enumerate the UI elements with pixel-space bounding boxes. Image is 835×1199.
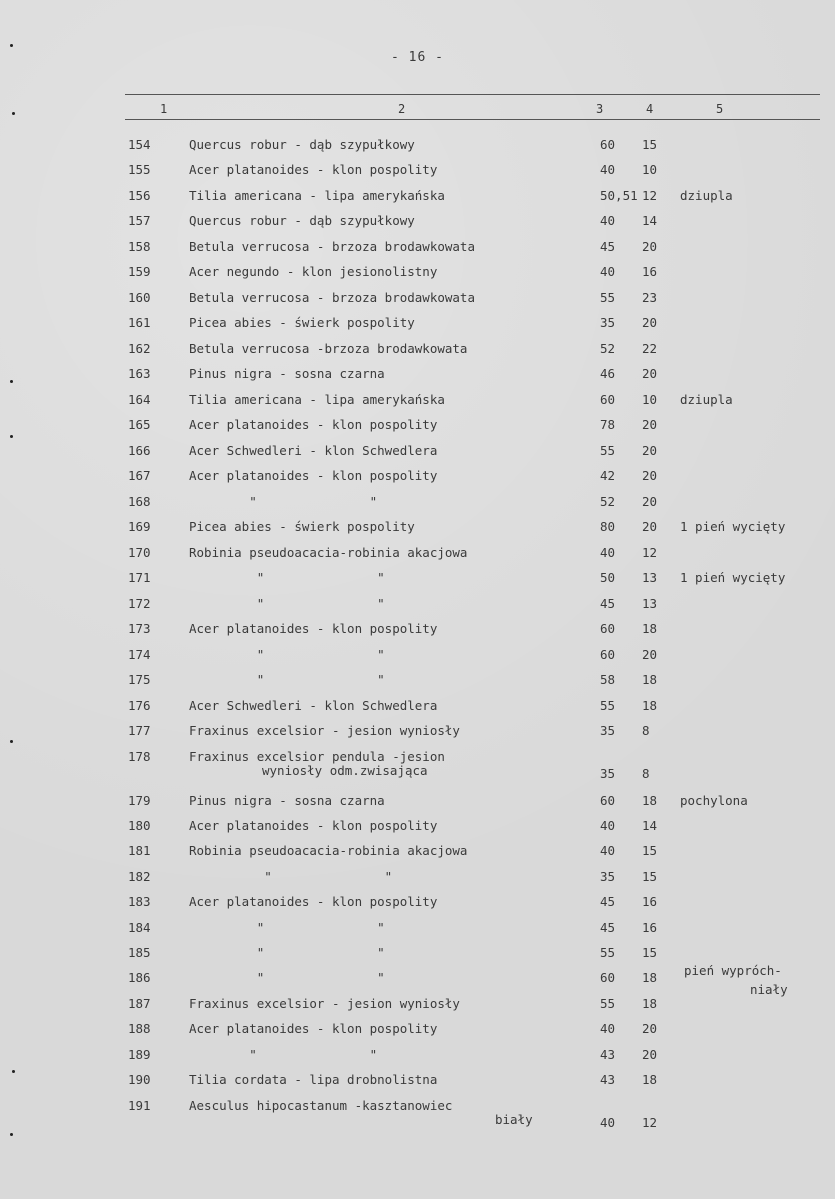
column-3-value: 58 <box>600 672 616 687</box>
column-3-value: 40 <box>600 162 616 177</box>
margin-mark <box>10 44 13 47</box>
column-4-value: 18 <box>642 1072 658 1087</box>
column-3-value: 55 <box>600 443 616 458</box>
row-number: 183 <box>128 894 151 909</box>
column-3-value: 78 <box>600 417 616 432</box>
column-4-value: 18 <box>642 970 658 985</box>
species-name: " " <box>189 869 393 884</box>
column-3-value: 40 <box>600 843 616 858</box>
species-name: Tilia americana - lipa amerykańska <box>189 392 445 407</box>
column-3-value: 40 <box>600 1115 616 1130</box>
species-name: Quercus robur - dąb szypułkowy <box>189 213 415 228</box>
column-3-value: 43 <box>600 1047 616 1062</box>
column-3-value: 35 <box>600 869 616 884</box>
species-name: Acer negundo - klon jesionolistny <box>189 264 438 279</box>
species-name: Betula verrucosa - brzoza brodawkowata <box>189 239 475 254</box>
row-number: 179 <box>128 793 151 808</box>
column-4-value: 16 <box>642 264 658 279</box>
table-header-rule <box>125 119 820 120</box>
column-4-value: 18 <box>642 621 658 636</box>
row-number: 172 <box>128 596 151 611</box>
row-number: 165 <box>128 417 151 432</box>
species-name: Picea abies - świerk pospolity <box>189 519 415 534</box>
column-3-value: 46 <box>600 366 616 381</box>
species-name: Betula verrucosa -brzoza brodawkowata <box>189 341 468 356</box>
column-4-value: 18 <box>642 698 658 713</box>
row-number: 156 <box>128 188 151 203</box>
species-name: Betula verrucosa - brzoza brodawkowata <box>189 290 475 305</box>
margin-mark <box>10 740 13 743</box>
species-name: " " <box>189 1047 378 1062</box>
column-3-value: 50 <box>600 570 616 585</box>
column-4-value: 23 <box>642 290 658 305</box>
column-4-value: 20 <box>642 443 658 458</box>
column-header-5: 5 <box>716 102 724 116</box>
column-header-3: 3 <box>596 102 604 116</box>
column-4-value: 12 <box>642 188 658 203</box>
species-name: Acer platanoides - klon pospolity <box>189 162 438 177</box>
species-name: Fraxinus excelsior - jesion wyniosły <box>189 996 460 1011</box>
column-4-value: 10 <box>642 392 658 407</box>
margin-mark <box>12 112 15 115</box>
column-3-value: 40 <box>600 264 616 279</box>
species-name: Acer Schwedleri - klon Schwedlera <box>189 698 438 713</box>
row-number: 158 <box>128 239 151 254</box>
row-number: 157 <box>128 213 151 228</box>
column-3-value: 60 <box>600 137 616 152</box>
row-number: 177 <box>128 723 151 738</box>
column-3-value: 55 <box>600 945 616 960</box>
column-header-4: 4 <box>646 102 654 116</box>
margin-mark <box>10 1133 13 1136</box>
column-3-value: 45 <box>600 596 616 611</box>
row-number: 170 <box>128 545 151 560</box>
column-4-value: 14 <box>642 213 658 228</box>
row-number: 167 <box>128 468 151 483</box>
column-3-value: 35 <box>600 315 616 330</box>
column-4-value: 16 <box>642 894 658 909</box>
column-4-value: 20 <box>642 366 658 381</box>
column-3-value: 52 <box>600 494 616 509</box>
species-name: Quercus robur - dąb szypułkowy <box>189 137 415 152</box>
column-4-value: 20 <box>642 519 658 534</box>
row-number: 166 <box>128 443 151 458</box>
row-number: 160 <box>128 290 151 305</box>
row-number: 182 <box>128 869 151 884</box>
row-number: 186 <box>128 970 151 985</box>
species-name: Pinus nigra - sosna czarna <box>189 366 385 381</box>
species-name: Fraxinus excelsior pendula -jesion <box>189 749 445 764</box>
column-4-value: 12 <box>642 1115 658 1130</box>
column-4-value: 20 <box>642 417 658 432</box>
row-number: 164 <box>128 392 151 407</box>
row-number: 171 <box>128 570 151 585</box>
row-number: 155 <box>128 162 151 177</box>
row-number: 173 <box>128 621 151 636</box>
column-3-value: 60 <box>600 793 616 808</box>
row-number: 162 <box>128 341 151 356</box>
row-number: 184 <box>128 920 151 935</box>
column-3-value: 60 <box>600 621 616 636</box>
column-4-value: 13 <box>642 570 658 585</box>
margin-mark <box>10 435 13 438</box>
column-4-value: 15 <box>642 843 658 858</box>
species-name: Robinia pseudoacacia-robinia akacjowa <box>189 545 468 560</box>
column-header-1: 1 <box>160 102 168 116</box>
species-name-continued: wyniosły odm.zwisająca <box>262 763 428 778</box>
column-3-value: 42 <box>600 468 616 483</box>
column-4-value: 20 <box>642 315 658 330</box>
row-number: 168 <box>128 494 151 509</box>
column-3-value: 45 <box>600 239 616 254</box>
row-number: 188 <box>128 1021 151 1036</box>
species-name: " " <box>189 570 385 585</box>
column-4-value: 20 <box>642 1047 658 1062</box>
column-4-value: 22 <box>642 341 658 356</box>
column-3-value: 52 <box>600 341 616 356</box>
species-name: " " <box>189 970 385 985</box>
species-name: Acer platanoides - klon pospolity <box>189 468 438 483</box>
column-3-value: 60 <box>600 647 616 662</box>
column-4-value: 20 <box>642 239 658 254</box>
species-name: " " <box>189 672 385 687</box>
column-4-value: 20 <box>642 1021 658 1036</box>
remarks: 1 pień wycięty <box>680 570 786 585</box>
page-number: - 16 - <box>391 50 444 65</box>
remarks: dziupla <box>680 188 733 203</box>
species-name: Acer platanoides - klon pospolity <box>189 417 438 432</box>
column-4-value: 20 <box>642 647 658 662</box>
remarks: pochylona <box>680 793 748 808</box>
row-number: 178 <box>128 749 151 764</box>
column-3-value: 43 <box>600 1072 616 1087</box>
species-name: Tilia americana - lipa amerykańska <box>189 188 445 203</box>
species-name: " " <box>189 647 385 662</box>
row-number: 187 <box>128 996 151 1011</box>
column-4-value: 16 <box>642 920 658 935</box>
species-name: Acer Schwedleri - klon Schwedlera <box>189 443 438 458</box>
column-3-value: 45 <box>600 920 616 935</box>
species-name: Aesculus hipocastanum -kasztanowiec <box>189 1098 453 1113</box>
column-3-value: 80 <box>600 519 616 534</box>
column-4-value: 15 <box>642 869 658 884</box>
column-3-value: 40 <box>600 818 616 833</box>
row-number: 181 <box>128 843 151 858</box>
column-4-value: 18 <box>642 672 658 687</box>
table-top-rule <box>125 94 820 95</box>
column-4-value: 20 <box>642 494 658 509</box>
species-name: Acer platanoides - klon pospolity <box>189 1021 438 1036</box>
column-3-value: 50,51 <box>600 188 638 203</box>
column-3-value: 40 <box>600 1021 616 1036</box>
column-4-value: 10 <box>642 162 658 177</box>
species-name: Acer platanoides - klon pospolity <box>189 894 438 909</box>
species-name: Acer platanoides - klon pospolity <box>189 621 438 636</box>
column-3-value: 55 <box>600 698 616 713</box>
row-number: 163 <box>128 366 151 381</box>
column-4-value: 14 <box>642 818 658 833</box>
column-4-value: 15 <box>642 945 658 960</box>
species-name: Acer platanoides - klon pospolity <box>189 818 438 833</box>
remarks: pień wypróch- <box>684 963 782 978</box>
column-4-value: 18 <box>642 793 658 808</box>
column-4-value: 15 <box>642 137 658 152</box>
row-number: 175 <box>128 672 151 687</box>
column-header-2: 2 <box>398 102 406 116</box>
species-name: " " <box>189 945 385 960</box>
margin-mark <box>12 1070 15 1073</box>
species-name: " " <box>189 920 385 935</box>
row-number: 174 <box>128 647 151 662</box>
species-name: Robinia pseudoacacia-robinia akacjowa <box>189 843 468 858</box>
column-4-value: 18 <box>642 996 658 1011</box>
remarks: 1 pień wycięty <box>680 519 786 534</box>
row-number: 176 <box>128 698 151 713</box>
species-name: Pinus nigra - sosna czarna <box>189 793 385 808</box>
row-number: 190 <box>128 1072 151 1087</box>
row-number: 159 <box>128 264 151 279</box>
column-3-value: 55 <box>600 290 616 305</box>
column-3-value: 55 <box>600 996 616 1011</box>
column-4-value: 8 <box>642 723 650 738</box>
row-number: 154 <box>128 137 151 152</box>
column-4-value: 8 <box>642 766 650 781</box>
row-number: 169 <box>128 519 151 534</box>
row-number: 191 <box>128 1098 151 1113</box>
species-name-continued: biały <box>495 1112 533 1127</box>
row-number: 161 <box>128 315 151 330</box>
column-3-value: 35 <box>600 766 616 781</box>
species-name: Picea abies - świerk pospolity <box>189 315 415 330</box>
row-number: 189 <box>128 1047 151 1062</box>
margin-mark <box>10 380 13 383</box>
remarks: dziupla <box>680 392 733 407</box>
row-number: 180 <box>128 818 151 833</box>
species-name: Fraxinus excelsior - jesion wyniosły <box>189 723 460 738</box>
column-3-value: 35 <box>600 723 616 738</box>
species-name: " " <box>189 596 385 611</box>
column-3-value: 40 <box>600 213 616 228</box>
species-name: " " <box>189 494 378 509</box>
column-4-value: 12 <box>642 545 658 560</box>
column-3-value: 60 <box>600 970 616 985</box>
column-3-value: 60 <box>600 392 616 407</box>
column-4-value: 20 <box>642 468 658 483</box>
species-name: Tilia cordata - lipa drobnolistna <box>189 1072 438 1087</box>
column-3-value: 45 <box>600 894 616 909</box>
row-number: 185 <box>128 945 151 960</box>
column-3-value: 40 <box>600 545 616 560</box>
column-4-value: 13 <box>642 596 658 611</box>
remarks-continued: niały <box>750 982 788 997</box>
